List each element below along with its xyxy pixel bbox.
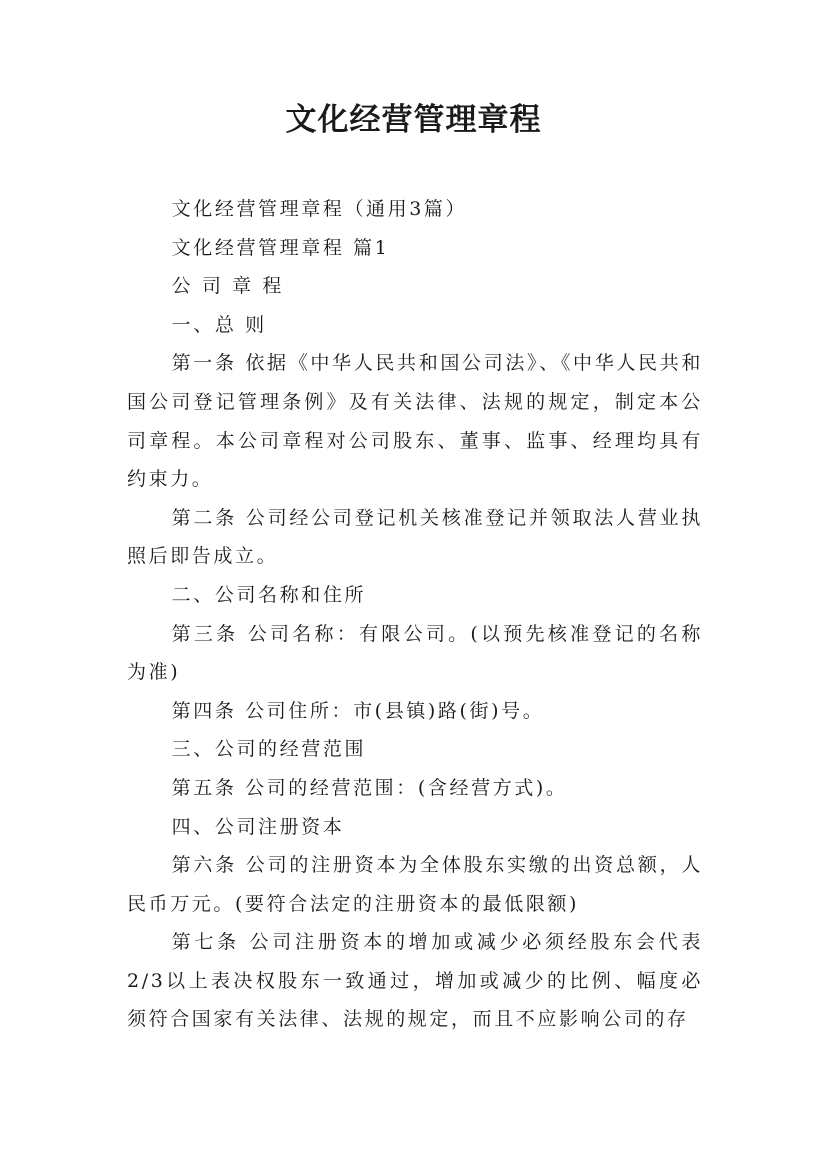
article-3: 第三条 公司名称：有限公司。(以预先核准登记的名称为准) (127, 622, 703, 684)
article-5: 第五条 公司的经营范围：(含经营方式)。 (171, 776, 568, 799)
article-4: 第四条 公司住所：市(县镇)路(街)号。 (171, 699, 545, 722)
paragraph-part-heading: 文化经营管理章程 篇1 (171, 236, 390, 259)
section-heading-name-address: 二、公司名称和住所 (171, 583, 367, 606)
document-body (127, 190, 703, 1039)
article-7: 第七条 公司注册资本的增加或减少必须经股东会代表2/3以上表决权股东一致通过，增加或减少的比例、幅度必须符合国家有关法律、法规的规定，而且不应影响公司的存 (127, 931, 703, 1031)
article-6: 第六条 公司的注册资本为全体股东实缴的出资总额，人民币万元。(要符合法定的注册资本的最低限额) (127, 854, 703, 915)
article-1: 第一条 依据《中华人民共和国公司法》、《中华人民共和国公司登记管理条例》及有关法律、法规的规定，制定本公司章程。本公司章程对公司股东、董事、监事、经理均具有约束力。 (127, 352, 703, 491)
section-heading-general: 一、总 则 (171, 313, 267, 336)
section-heading-business-scope: 三、公司的经营范围 (171, 738, 367, 761)
paragraph-subtitle: 文化经营管理章程（通用3篇） (171, 198, 468, 220)
document-title: 文化经营管理章程 (285, 102, 542, 138)
article-2: 第二条 公司经公司登记机关核准登记并领取法人营业执照后即告成立。 (127, 506, 703, 568)
section-heading-registered-capital: 四、公司注册资本 (171, 815, 345, 838)
paragraph-charter-heading: 公 司 章 程 (171, 275, 284, 298)
